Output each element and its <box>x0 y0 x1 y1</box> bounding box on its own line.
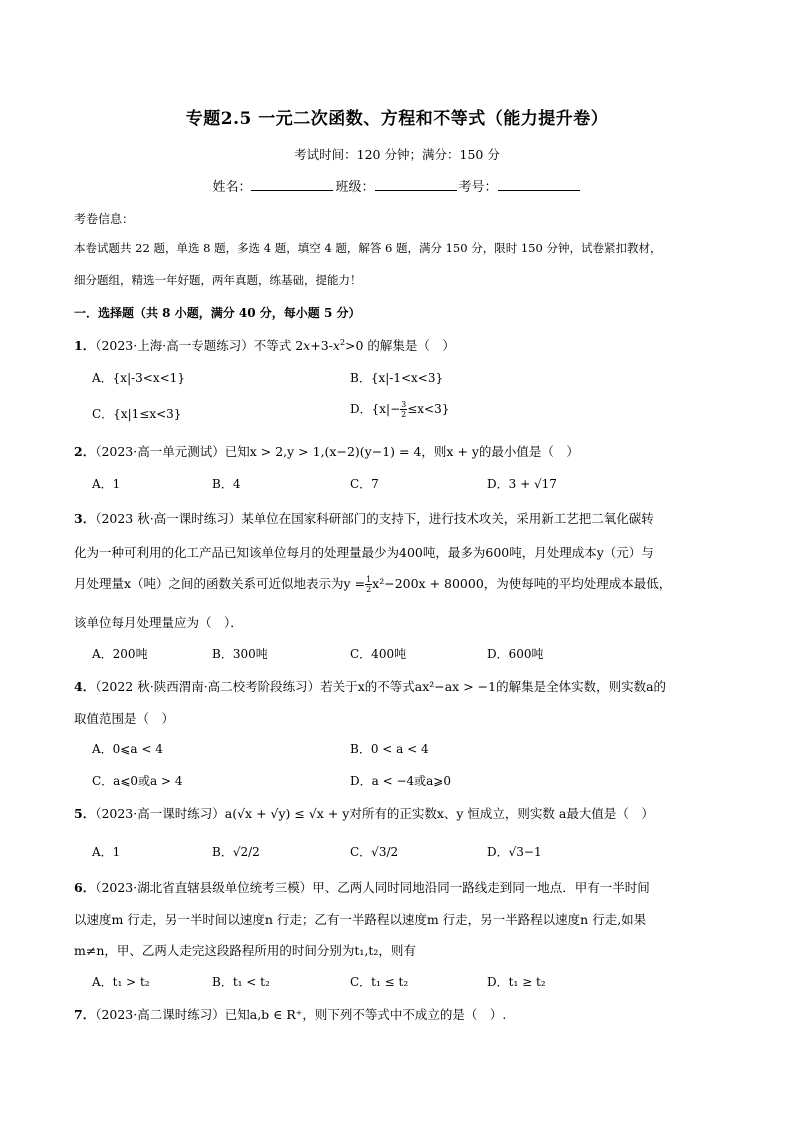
question-3-line-2: 化为一种可利用的化工产品已知该单位每月的处理量最少为400吨，最多为600吨，月处理成本y（元）与 <box>74 545 654 560</box>
q5-option-d[interactable]: D．√3−1 <box>487 845 542 859</box>
q6-option-a[interactable]: A．t₁ > t₂ <box>92 975 150 989</box>
question-6-line-2: 以速度m 行走，另一半时间以速度n 行走；乙有一半路程以速度m 行走，另一半路程以速度n 行走,如果 <box>74 912 647 927</box>
q4-option-a[interactable]: A．0⩽a < 4 <box>92 742 163 756</box>
question-3-line-1: 3．（2023 秋·高一课时练习）某单位在国家科研部门的支持下，进行技术攻关，采用新工艺把二氧化碳转 <box>74 511 654 526</box>
class-field[interactable] <box>375 177 457 191</box>
info-line-2: 细分题组，精选一年好题，两年真题，练基础，提能力！ <box>74 273 362 287</box>
name-label: 姓名： <box>212 180 252 195</box>
info-line-1: 本卷试题共 22 题，单选 8 题，多选 4 题，填空 4 题，解答 6 题，满分 150 分，限时 150 分钟，试卷紧扣教材， <box>74 241 662 255</box>
q4-option-b[interactable]: B．0 < a < 4 <box>350 742 429 756</box>
id-field[interactable] <box>498 177 580 191</box>
q3-option-d[interactable]: D．600吨 <box>487 647 544 661</box>
q3-option-c[interactable]: C．400吨 <box>350 647 407 661</box>
question-3-line-4: 该单位每月处理量应为（ ）． <box>74 615 243 630</box>
q2-option-d[interactable]: D．3 + √17 <box>487 477 557 491</box>
question-4-line-1: 4．（2022 秋·陕西渭南·高二校考阶段练习）若关于x的不等式ax²−ax > −1的解集是全体实数，则实数a的 <box>74 679 667 694</box>
q4-option-c[interactable]: C．a⩽0或a > 4 <box>92 774 183 788</box>
q1-option-c[interactable]: C．{x|1≤x<3} <box>92 407 182 421</box>
q2-option-a[interactable]: A．1 <box>92 477 121 491</box>
q1-option-b[interactable]: B．{x|-1<x<3} <box>350 371 444 385</box>
name-field[interactable] <box>251 177 333 191</box>
q3-option-a[interactable]: A．200吨 <box>92 647 148 661</box>
q3-option-b[interactable]: B．300吨 <box>212 647 268 661</box>
question-1-stem: 1．（2023·上海·高一专题练习）不等式 $2x+3-x^2>0$ 的解集是（ ） <box>74 337 455 353</box>
q4-option-d[interactable]: D．a < −4或a⩾0 <box>350 774 451 788</box>
q2-option-b[interactable]: B．4 <box>212 477 241 491</box>
question-6-line-3: m≠n，甲、乙两人走完这段路程所用的时间分别为t₁,t₂，则有 <box>74 943 416 958</box>
page-title: 专题2.5 一元二次函数、方程和不等式（能力提升卷） <box>185 109 609 129</box>
q1-option-d[interactable]: D．{x|− $\frac{3}{2}$ ≤x<3} <box>350 400 450 419</box>
question-3-line-3: 月处理量x（吨）之间的函数关系可近似地表示为y = $\frac{1}{2}$ x²−200x + 80000，为使每吨的平均处理成本最低， <box>74 575 672 594</box>
q6-option-d[interactable]: D．t₁ ≥ t₂ <box>487 975 546 989</box>
info-heading: 考卷信息： <box>74 212 135 226</box>
question-2-stem: 2．（2023·高一单元测试）已知x > 2,y > 1,(x−2)(y−1) = 4，则x + y的最小值是（ ） <box>74 444 579 459</box>
class-label: 班级： <box>335 180 375 195</box>
q5-option-b[interactable]: B．√2/2 <box>212 845 260 859</box>
section-heading: 一．选择题（共 8 小题，满分 40 分，每小题 5 分） <box>74 306 361 320</box>
question-7-stem: 7．（2023·高二课时练习）已知a,b ∈ R⁺，则下列不等式中不成立的是（ ）. <box>74 1007 507 1022</box>
q5-option-a[interactable]: A．1 <box>92 845 121 859</box>
question-5-stem: 5．（2023·高一课时练习）a(√x + √y) ≤ √x + y对所有的正实数x、y 恒成立，则实数 a最大值是（ ） <box>74 806 654 821</box>
q5-option-c[interactable]: C．√3/2 <box>350 845 399 859</box>
question-4-line-2: 取值范围是（ ） <box>74 711 175 726</box>
q6-option-b[interactable]: B．t₁ < t₂ <box>212 975 270 989</box>
question-6-line-1: 6．（2023·湖北省直辖县级单位统考三模）甲、乙两人同时同地沿同一路线走到同一地点．甲有一半时间 <box>74 880 650 895</box>
student-info-row <box>0 176 794 195</box>
id-label: 考号： <box>458 180 498 195</box>
q6-option-c[interactable]: C．t₁ ≤ t₂ <box>350 975 409 989</box>
q1-option-a[interactable]: A．{x|-3<x<1} <box>92 371 185 385</box>
q2-option-c[interactable]: C．7 <box>350 477 379 491</box>
exam-time: 考试时间：120 分钟；满分：150 分 <box>294 147 500 162</box>
